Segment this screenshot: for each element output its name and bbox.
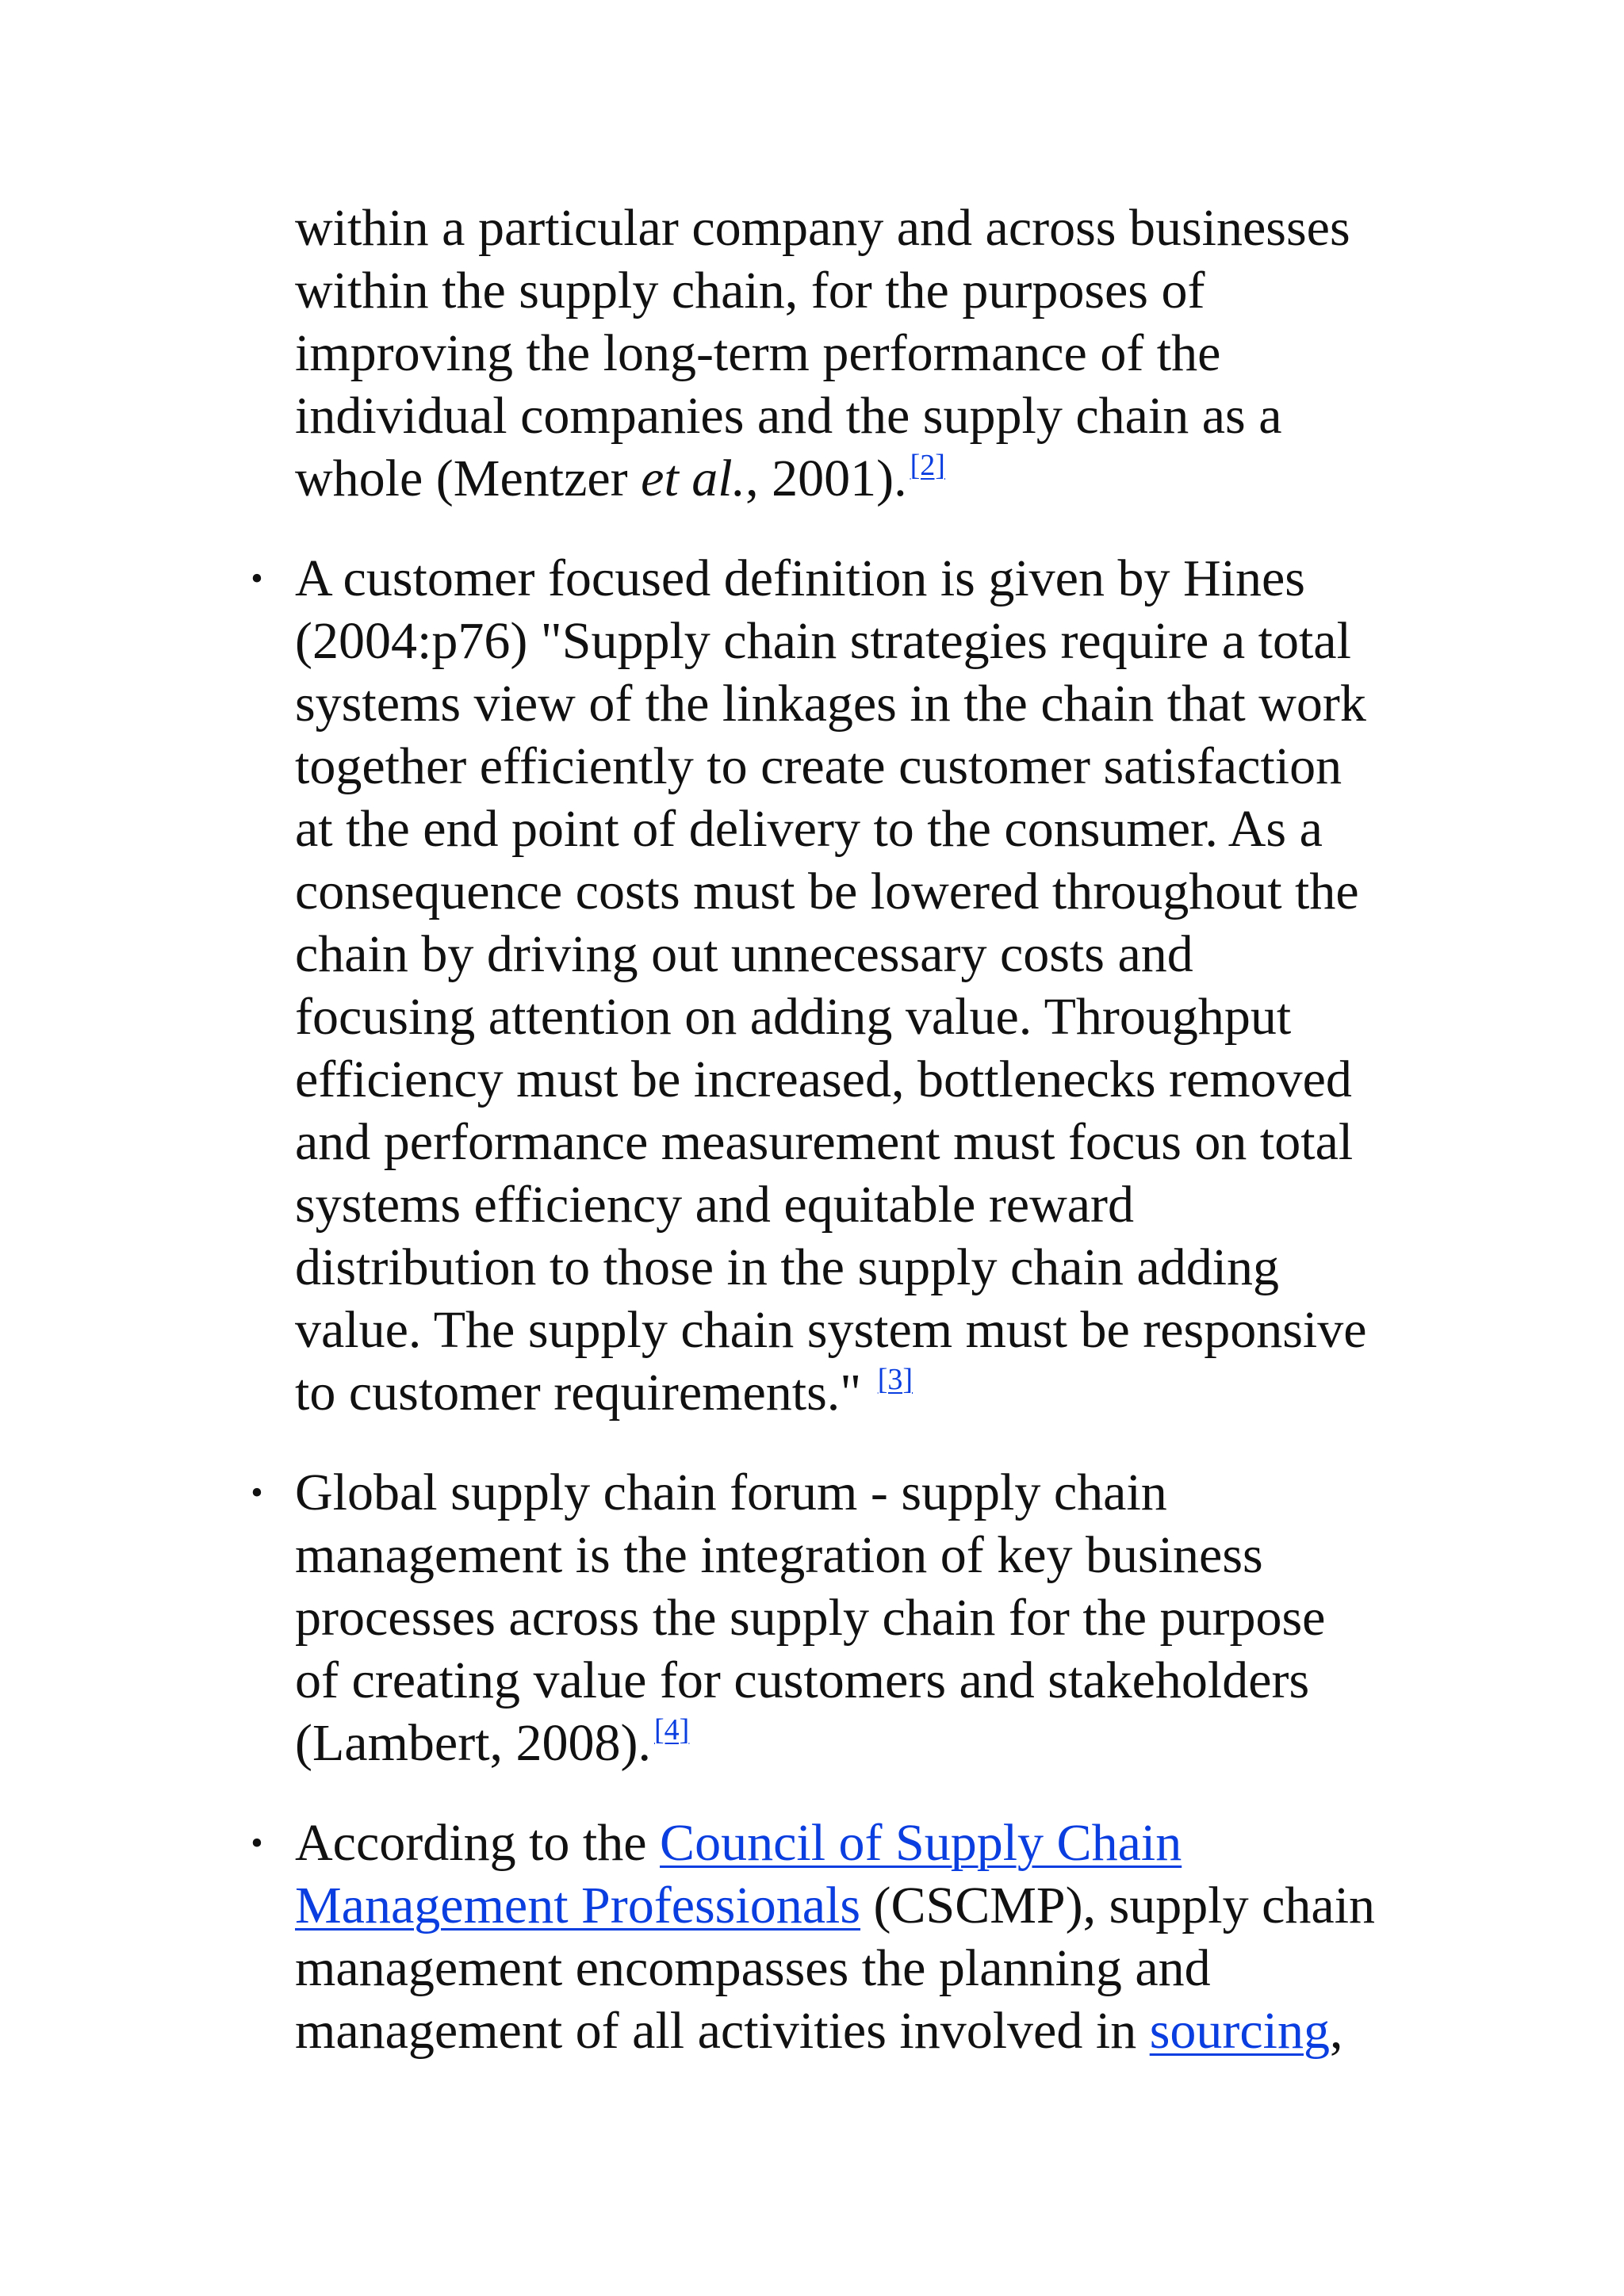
text-line: management encompasses the planning and xyxy=(295,1939,1211,1997)
text-line xyxy=(295,1874,1437,1937)
text-segment: (Lambert, 2008). xyxy=(295,1714,652,1772)
text-line: consequence costs must be lowered throughout the xyxy=(295,863,1359,920)
text-line: systems view of the linkages in the chain that work xyxy=(295,675,1366,733)
text-segment: whole (Mentzer xyxy=(295,450,642,507)
text-line: together efficiently to create customer satisfaction xyxy=(295,737,1342,795)
text-line: efficiency must be increased, bottlenecks removed xyxy=(295,1050,1352,1108)
sourcing-link[interactable]: sourcing xyxy=(1149,2002,1330,2060)
text-line xyxy=(295,447,1437,510)
text-line: systems efficiency and equitable reward xyxy=(295,1176,1135,1234)
text-line: value. The supply chain system must be responsive xyxy=(295,1301,1367,1359)
citation-link-4[interactable]: [4] xyxy=(654,1713,690,1747)
text-line: focusing attention on adding value. Throughput xyxy=(295,988,1292,1046)
text-line: at the end point of delivery to the consumer. As a xyxy=(295,800,1323,858)
bullet-icon: • xyxy=(251,559,263,598)
text-line: improving the long-term performance of the xyxy=(295,324,1221,382)
cscmp-link[interactable]: Council of Supply Chain xyxy=(660,1814,1182,1872)
text-line xyxy=(295,1999,1437,2062)
text-segment: , 2001). xyxy=(745,450,907,507)
citation-link-3[interactable]: [3] xyxy=(877,1363,914,1396)
text-line: of creating value for customers and stakeholders xyxy=(295,1651,1310,1709)
bullet-icon: • xyxy=(251,1473,263,1512)
text-segment: (CSCMP), supply chain xyxy=(860,1877,1376,1934)
article-body xyxy=(251,197,1437,2099)
text-line xyxy=(295,1712,1437,1774)
bullet-icon: • xyxy=(251,1823,263,1862)
text-line: (2004:p76) "Supply chain strategies require a total xyxy=(295,612,1351,670)
text-line: and performance measurement must focus on total xyxy=(295,1113,1354,1171)
text-segment: According to the xyxy=(295,1814,661,1872)
text-line: within a particular company and across businesses xyxy=(295,199,1350,257)
list-item xyxy=(295,197,1437,510)
cscmp-link-continued[interactable]: Management Professionals xyxy=(295,1877,861,1934)
list-item xyxy=(251,1812,1437,2062)
citation-ref xyxy=(878,1363,913,1396)
text-line: Global supply chain forum - supply chain xyxy=(295,1464,1167,1521)
italic-text: et al. xyxy=(641,450,746,507)
text-line: individual companies and the supply chain as a xyxy=(295,387,1282,445)
text-line: within the supply chain, for the purposes of xyxy=(295,262,1205,320)
text-segment: , xyxy=(1330,2002,1343,2060)
list-item xyxy=(251,1461,1437,1774)
text-line: A customer focused definition is given by Hines xyxy=(295,549,1305,607)
text-line: processes across the supply chain for the purpose xyxy=(295,1589,1326,1647)
text-line: chain by driving out unnecessary costs and xyxy=(295,925,1193,983)
citation-ref xyxy=(654,1713,689,1747)
text-line xyxy=(295,1361,1437,1424)
text-line: distribution to those in the supply chain adding xyxy=(295,1238,1280,1296)
citation-ref xyxy=(910,449,945,482)
citation-link-2[interactable]: [2] xyxy=(910,449,945,482)
list-item xyxy=(251,547,1437,1424)
text-segment: to customer requirements." xyxy=(295,1364,875,1422)
text-line xyxy=(295,1812,1437,1874)
text-line: management is the integration of key business xyxy=(295,1526,1263,1584)
text-segment: management of all activities involved in xyxy=(295,2002,1150,2060)
